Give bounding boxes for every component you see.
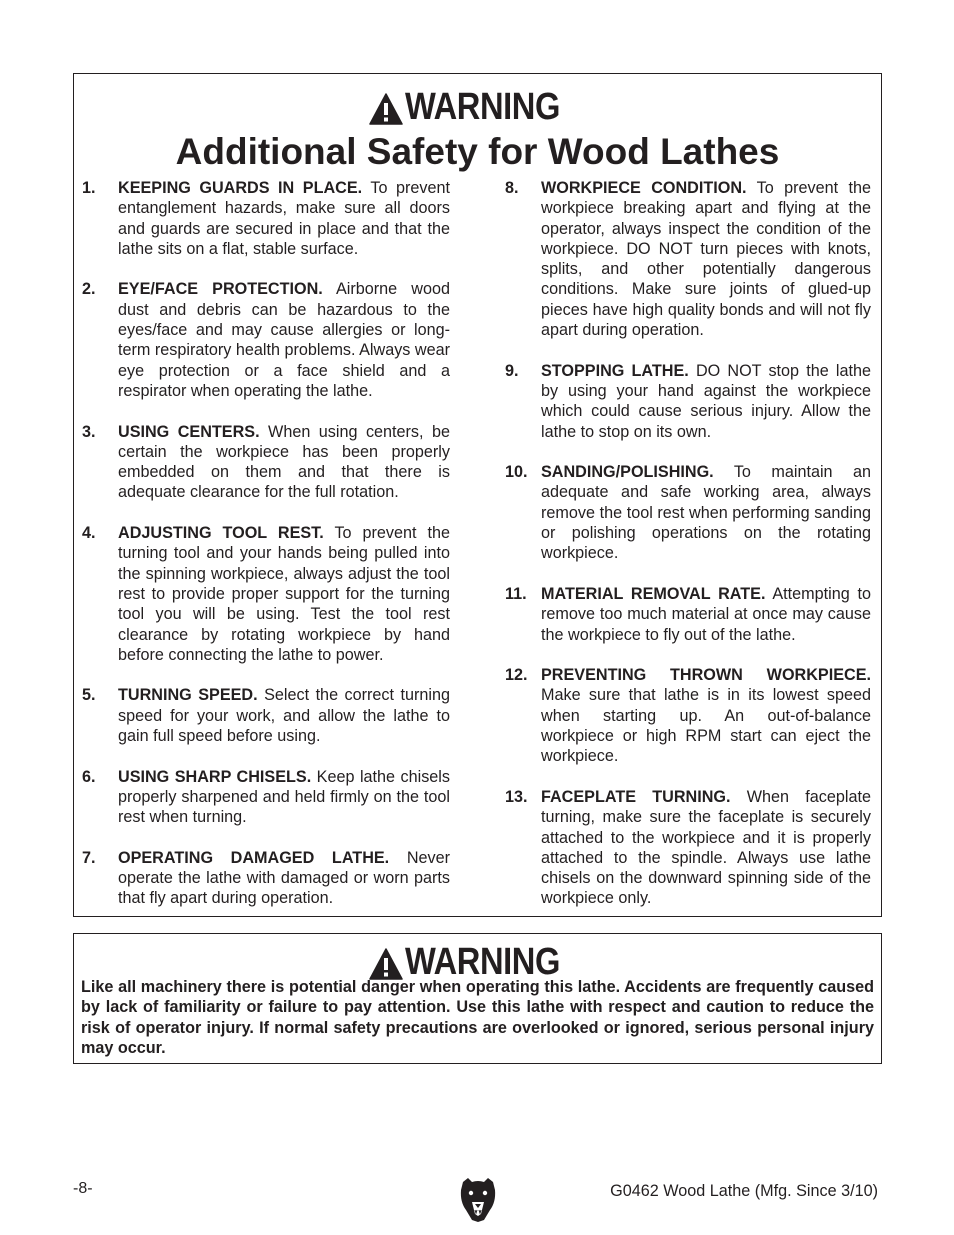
item-body <box>541 178 871 340</box>
item-number: 13. <box>505 787 528 806</box>
item-text: Make sure that lathe is in its lowest speed when starting up. An out-of-balance workpiece or high RPM start can eject the workpiece. <box>541 686 871 766</box>
item-text: Attempting to remove too much material at once may cause the workpiece to fly out of the lathe. <box>541 584 871 644</box>
warning-triangle-icon <box>369 948 403 980</box>
safety-item <box>505 361 871 442</box>
item-body <box>118 178 450 259</box>
item-body <box>541 462 871 563</box>
general-warning-text: Like all machinery there is potential danger when operating this lathe. Accidents are frequently caused by lack of familiarity or failure to pay attention. Use this lathe with respect and caution to reduce the risk of operator injury. If normal safety precautions are overlooked or ignored, serious personal injury may occur. <box>81 978 874 1057</box>
warning-label: WARNING <box>405 86 561 128</box>
item-heading: OPERATING DAMAGED LATHE. <box>118 848 390 867</box>
warning-heading <box>74 943 881 981</box>
item-heading: STOPPING LATHE. <box>541 361 689 380</box>
safety-item <box>505 178 871 340</box>
safety-item <box>505 584 871 645</box>
item-text: Airborne wood dust and debris can be hazardous to the eyes/face and may cause allergies or long-term respiratory health problems. Always wear eye protection or a face shield and a respirator when operating the lathe. <box>118 280 450 400</box>
item-heading: ADJUSTING TOOL REST. <box>118 524 324 543</box>
safety-item <box>82 178 450 259</box>
item-heading: KEEPING GUARDS IN PLACE. <box>118 179 363 197</box>
safety-warning-box <box>73 73 882 917</box>
item-number: 12. <box>505 666 528 685</box>
item-number: 6. <box>82 767 96 786</box>
safety-item <box>82 279 450 401</box>
item-heading: WORKPIECE CONDITION. <box>541 179 747 197</box>
safety-item <box>505 665 871 766</box>
left-column <box>82 178 450 929</box>
item-number: 3. <box>82 422 96 441</box>
item-body <box>118 422 450 503</box>
item-heading: PREVENTING THROWN WORKPIECE. <box>541 666 871 685</box>
page-number: -8- <box>73 1180 93 1197</box>
item-body <box>541 787 871 909</box>
item-number: 10. <box>505 463 528 482</box>
item-heading: FACEPLATE TURNING. <box>541 787 731 806</box>
item-text: Keep lathe chisels properly sharpened and held firmly on the tool rest when turning. <box>118 767 450 827</box>
safety-item <box>82 523 450 665</box>
safety-item <box>505 462 871 563</box>
item-body <box>541 584 871 645</box>
warning-label: WARNING <box>405 941 561 983</box>
page-title: Additional Safety for Wood Lathes <box>175 131 780 172</box>
safety-item <box>82 685 450 746</box>
item-text: To prevent entanglement hazards, make sure all doors and guards are secured in place and that the lathe sits on a flat, stable surface. <box>118 179 450 258</box>
item-number: 11. <box>505 584 527 603</box>
item-heading: MATERIAL REMOVAL RATE. <box>541 584 766 603</box>
item-body <box>118 685 450 746</box>
safety-item <box>82 767 450 828</box>
safety-item <box>82 422 450 503</box>
item-text: DO NOT stop the lathe by using your hand against the workpiece which could cause serious injury. Allow the lathe to stop on its own. <box>541 361 871 441</box>
item-body <box>118 523 450 665</box>
item-number: 5. <box>82 686 96 705</box>
right-column <box>505 178 871 929</box>
document-title: G0462 Wood Lathe (Mfg. Since 3/10) <box>610 1182 878 1200</box>
item-text: To prevent the turning tool and your hands being pulled into the spinning workpiece, always adjust the tool rest to provide proper support for the turning tool you will be using. Test the tool rest clearance by rotating workpiece by hand before connecting the lathe to power. <box>118 524 450 664</box>
item-number: 9. <box>505 361 519 380</box>
item-number: 7. <box>82 848 96 867</box>
item-number: 8. <box>505 179 519 197</box>
item-heading: SANDING/POLISHING. <box>541 463 714 482</box>
item-text: To prevent the workpiece breaking apart and flying at the operator, always inspect the condition of the workpiece. DO NOT turn pieces with knots, splits, and other potentially dangerous conditions. Make sure joints of glued-up pieces have high quality bonds and will not fly apart during operation. <box>541 179 871 340</box>
item-text: When faceplate turning, make sure the faceplate is securely attached to the workpiece and it is properly attached to the spindle. Always use lathe chisels on the downward spinning side of the workpiece only. <box>541 787 871 908</box>
item-text: When using centers, be certain the workpiece has been properly embedded on them and that there is adequate clearance for the full rotation. <box>118 422 450 502</box>
item-number: 4. <box>82 524 96 543</box>
item-body <box>118 848 450 909</box>
item-text: Never operate the lathe with damaged or worn parts that fly apart during operation. <box>118 848 451 908</box>
item-body <box>118 279 450 401</box>
safety-item <box>505 787 871 909</box>
item-heading: EYE/FACE PROTECTION. <box>118 280 323 299</box>
item-body <box>541 361 871 442</box>
item-text: To maintain an adequate and safe working area, always remove the tool rest when performing sanding or polishing operations on the rotating workpiece. <box>541 463 871 563</box>
item-text: Select the correct turning speed for your work, and allow the lathe to gain full speed before using. <box>118 686 450 746</box>
item-heading: USING SHARP CHISELS. <box>118 767 312 786</box>
safety-item <box>82 848 450 909</box>
item-heading: TURNING SPEED. <box>118 686 258 705</box>
item-body <box>118 767 450 828</box>
warning-heading <box>74 88 881 126</box>
item-number: 2. <box>82 280 96 299</box>
general-warning-box <box>73 933 882 1064</box>
bear-head-logo-icon <box>459 1176 497 1222</box>
item-heading: USING CENTERS. <box>118 422 260 441</box>
item-number: 1. <box>82 179 96 197</box>
warning-triangle-icon <box>369 93 403 125</box>
item-body <box>541 665 871 766</box>
